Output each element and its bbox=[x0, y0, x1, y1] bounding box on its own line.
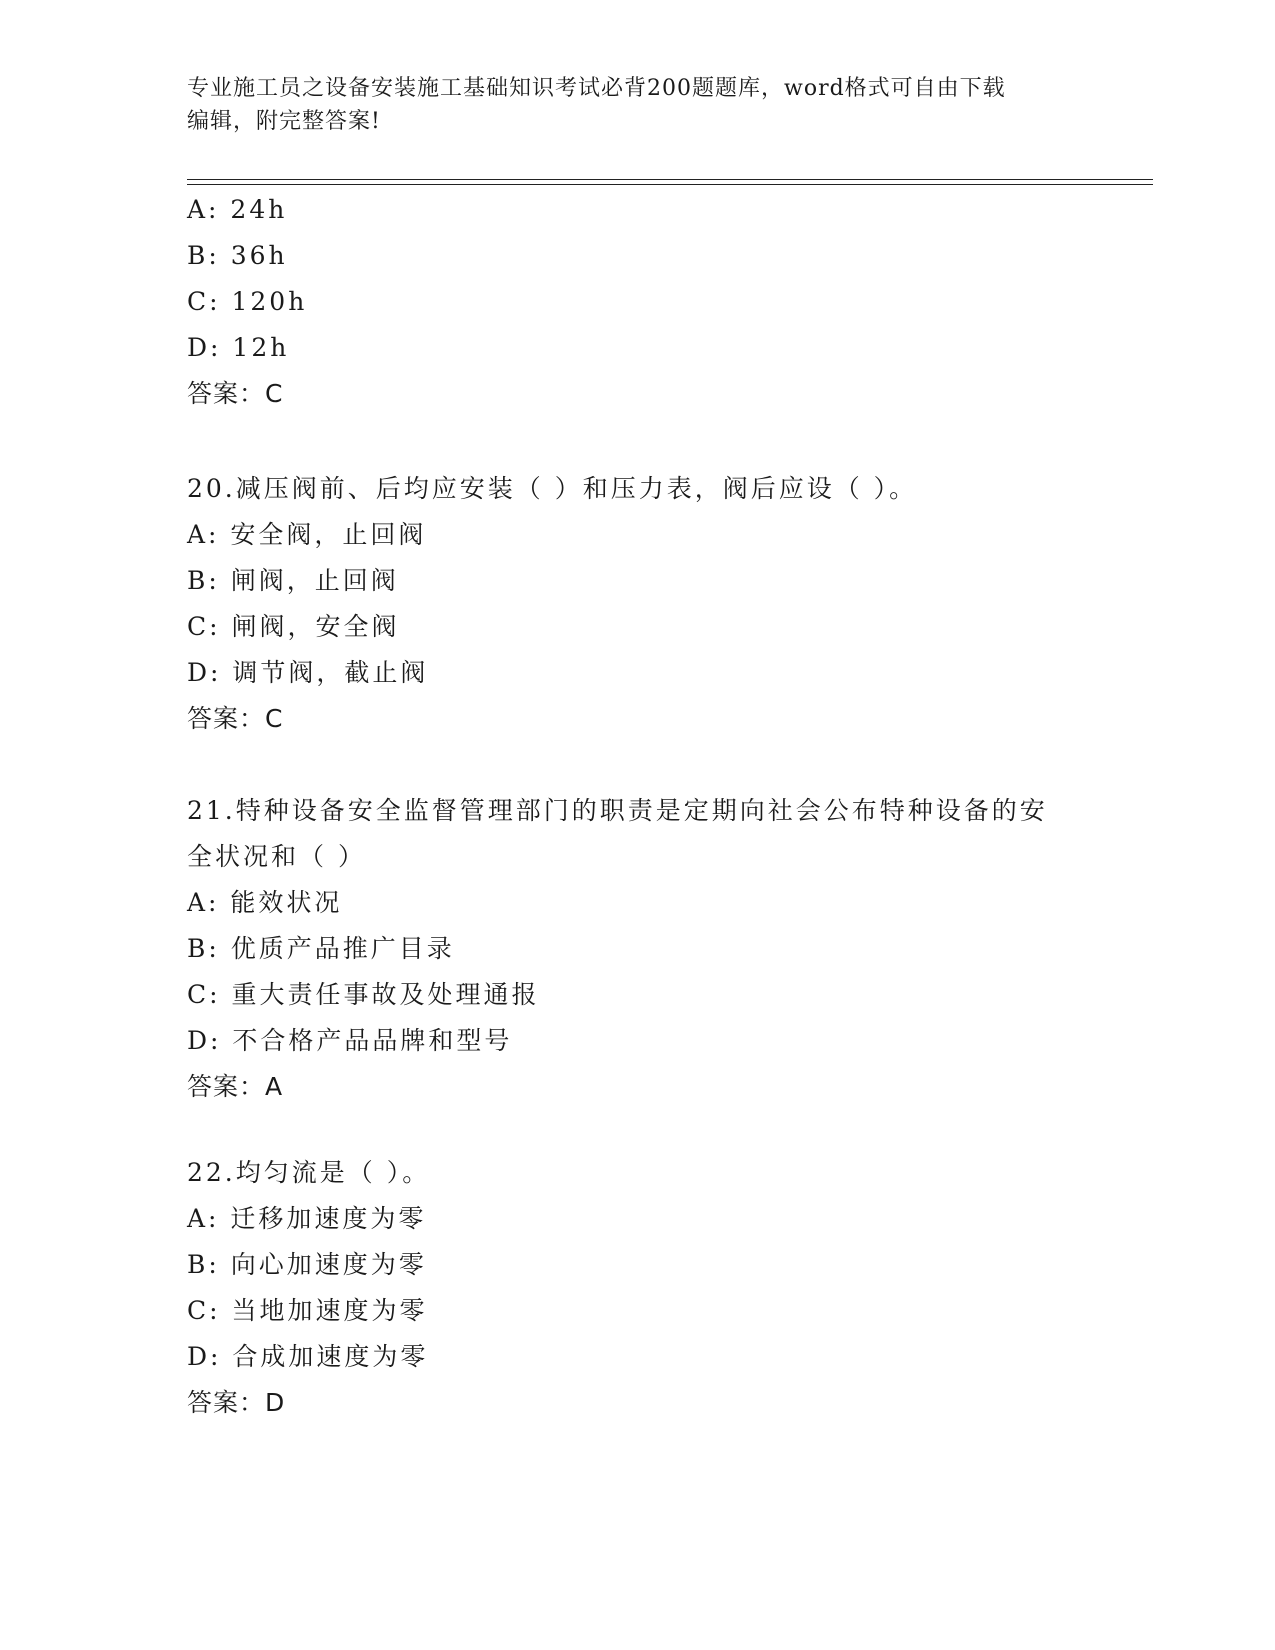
option-d: D: 不合格产品品牌和型号 bbox=[187, 1026, 513, 1055]
document-header bbox=[187, 72, 1087, 138]
question-text: 22.均匀流是（ ）。 bbox=[187, 1158, 431, 1187]
header-divider-bottom bbox=[187, 184, 1153, 185]
option-c: C: 闸阀，安全阀 bbox=[187, 612, 400, 641]
option-a: A: 能效状况 bbox=[187, 888, 343, 917]
option-d: D: 合成加速度为零 bbox=[187, 1342, 429, 1371]
option-b: B: 向心加速度为零 bbox=[187, 1250, 427, 1279]
question-text-line-1: 21.特种设备安全监督管理部门的职责是定期向社会公布特种设备的安 bbox=[187, 796, 1048, 825]
header-line-1: 专业施工员之设备安装施工基础知识考试必背200题题库，word格式可自由下载 bbox=[187, 76, 1006, 101]
option-a: A: 迁移加速度为零 bbox=[187, 1204, 427, 1233]
answer-label: 答案：D bbox=[187, 1388, 286, 1417]
header-line-2: 编辑，附完整答案! bbox=[187, 109, 381, 134]
option-d: D: 调节阀，截止阀 bbox=[187, 658, 429, 687]
question-19-block bbox=[187, 187, 1087, 417]
option-b: B: 36h bbox=[187, 241, 288, 270]
option-a: A: 安全阀，止回阀 bbox=[187, 520, 427, 549]
answer-label: 答案：C bbox=[187, 704, 284, 733]
option-c: C: 重大责任事故及处理通报 bbox=[187, 980, 540, 1009]
option-b: B: 闸阀，止回阀 bbox=[187, 566, 399, 595]
option-a: A: 24h bbox=[187, 195, 288, 224]
option-b: B: 优质产品推广目录 bbox=[187, 934, 455, 963]
option-c: C: 120h bbox=[187, 287, 308, 316]
option-d: D: 12h bbox=[187, 333, 290, 362]
answer-label: 答案：A bbox=[187, 1072, 284, 1101]
question-20-block bbox=[187, 466, 1087, 742]
answer-label: 答案：C bbox=[187, 379, 284, 408]
option-c: C: 当地加速度为零 bbox=[187, 1296, 428, 1325]
question-text: 20.减压阀前、后均应安装（ ）和压力表，阀后应设（ ）。 bbox=[187, 474, 918, 503]
question-21-block bbox=[187, 788, 1087, 1110]
question-text-line-2: 全状况和（ ） bbox=[187, 842, 366, 871]
question-22-block bbox=[187, 1150, 1087, 1426]
header-divider-top bbox=[187, 179, 1153, 180]
